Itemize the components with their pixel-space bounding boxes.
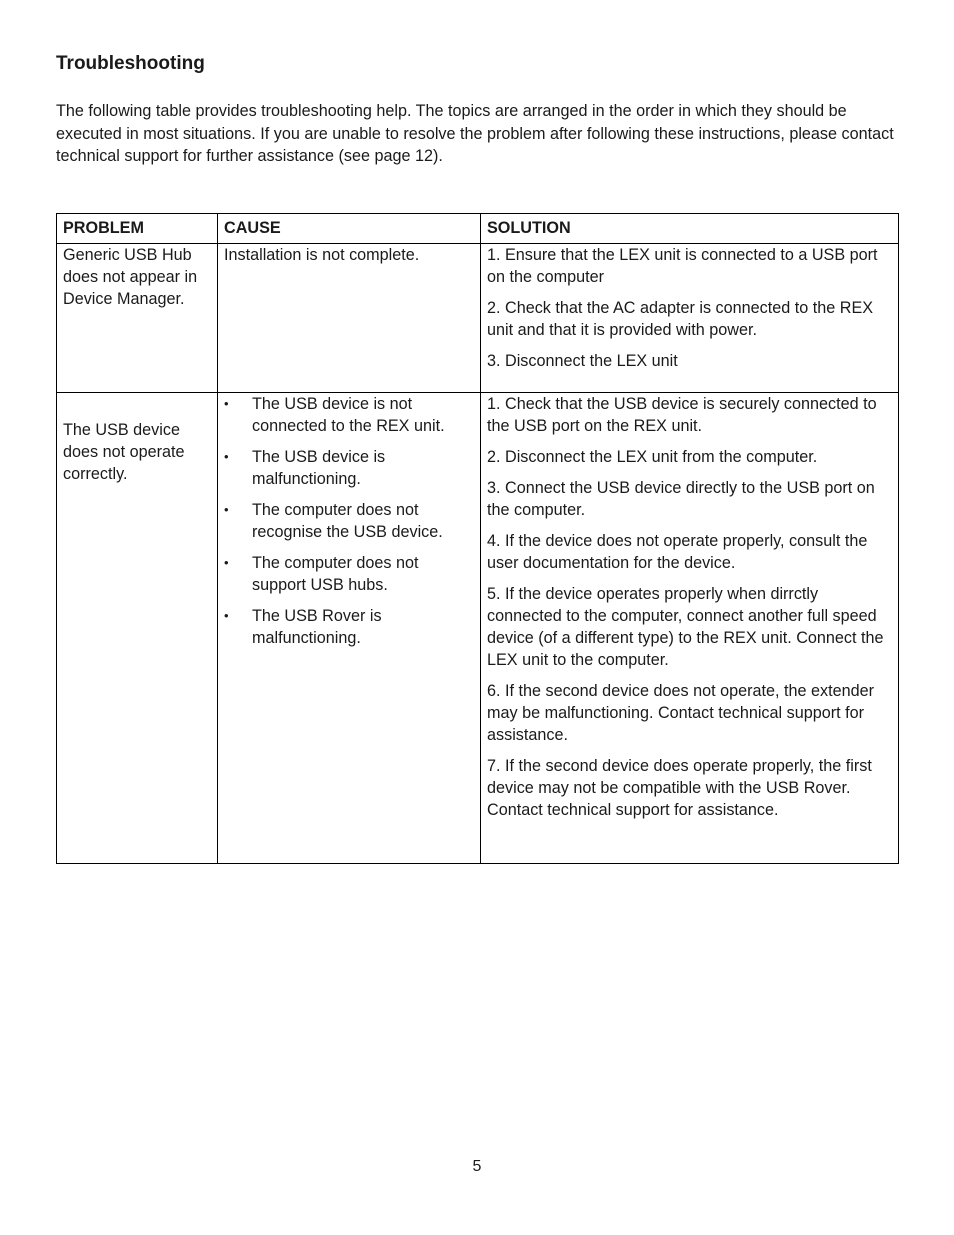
cause-item bbox=[224, 393, 474, 437]
cause-list bbox=[224, 393, 474, 649]
header-problem: PROBLEM bbox=[57, 214, 218, 244]
cause-cell bbox=[218, 393, 481, 864]
solution-step: 5. If the device operates properly when dirrctly connected to the computer, connect another full speed device (of a different type) to the REX unit. Connect the LEX unit to the computer. bbox=[487, 585, 884, 669]
solution-step: 7. If the second device does operate properly, the first device may not be compatible with the USB Rover. Contact technical support for assistance. bbox=[487, 757, 872, 819]
table-row bbox=[57, 244, 899, 393]
solution-steps bbox=[487, 244, 892, 372]
solution-cell bbox=[481, 393, 899, 864]
page-number: 5 bbox=[472, 1158, 482, 1175]
intro-paragraph: The following table provides troubleshooting help. The topics are arranged in the order in which they should be executed in most situations. If you are unable to resolve the problem after following these instructions, please contact technical support for further assistance (see page 12). bbox=[56, 102, 894, 165]
cause-cell: Installation is not complete. bbox=[218, 244, 481, 393]
solution-step: 2. Disconnect the LEX unit from the computer. bbox=[487, 448, 818, 466]
cause-text: The USB device is not connected to the REX unit. bbox=[252, 395, 445, 435]
cause-text: The computer does not support USB hubs. bbox=[252, 554, 419, 594]
solution-step: 3. Disconnect the LEX unit bbox=[487, 352, 678, 370]
bullet-icon: • bbox=[224, 396, 229, 411]
bullet-icon: • bbox=[224, 555, 229, 570]
cause-item bbox=[224, 446, 474, 490]
solution-step: 3. Connect the USB device directly to the USB port on the computer. bbox=[487, 479, 875, 519]
solution-cell bbox=[481, 244, 899, 393]
cause-text: The USB device is malfunctioning. bbox=[252, 448, 386, 488]
bullet-icon: • bbox=[224, 608, 229, 623]
bullet-icon: • bbox=[224, 449, 229, 464]
solution-step: 2. Check that the AC adapter is connected to the REX unit and that it is provided with power. bbox=[487, 299, 874, 339]
table-row bbox=[57, 393, 899, 864]
solution-steps bbox=[487, 393, 892, 821]
page-title: Troubleshooting bbox=[56, 53, 205, 74]
cause-text: The USB Rover is malfunctioning. bbox=[252, 607, 382, 647]
header-solution: SOLUTION bbox=[481, 214, 899, 244]
solution-step: 1. Check that the USB device is securely connected to the USB port on the REX unit. bbox=[487, 395, 877, 435]
problem-cell: The USB device does not operate correctly. bbox=[57, 393, 218, 864]
cause-text: The computer does not recognise the USB device. bbox=[252, 501, 443, 541]
bullet-icon: • bbox=[224, 502, 229, 517]
problem-cell: Generic USB Hub does not appear in Device Manager. bbox=[57, 244, 218, 393]
solution-step: 1. Ensure that the LEX unit is connected to a USB port on the computer bbox=[487, 246, 878, 286]
table-header-row bbox=[57, 214, 899, 244]
cause-item bbox=[224, 605, 474, 649]
troubleshooting-table bbox=[56, 213, 899, 864]
header-cause: CAUSE bbox=[218, 214, 481, 244]
cause-item bbox=[224, 552, 474, 596]
cause-item bbox=[224, 499, 474, 543]
solution-step: 4. If the device does not operate properly, consult the user documentation for the device. bbox=[487, 532, 868, 572]
solution-step: 6. If the second device does not operate, the extender may be malfunctioning. Contact technical support for assistance. bbox=[487, 682, 874, 744]
